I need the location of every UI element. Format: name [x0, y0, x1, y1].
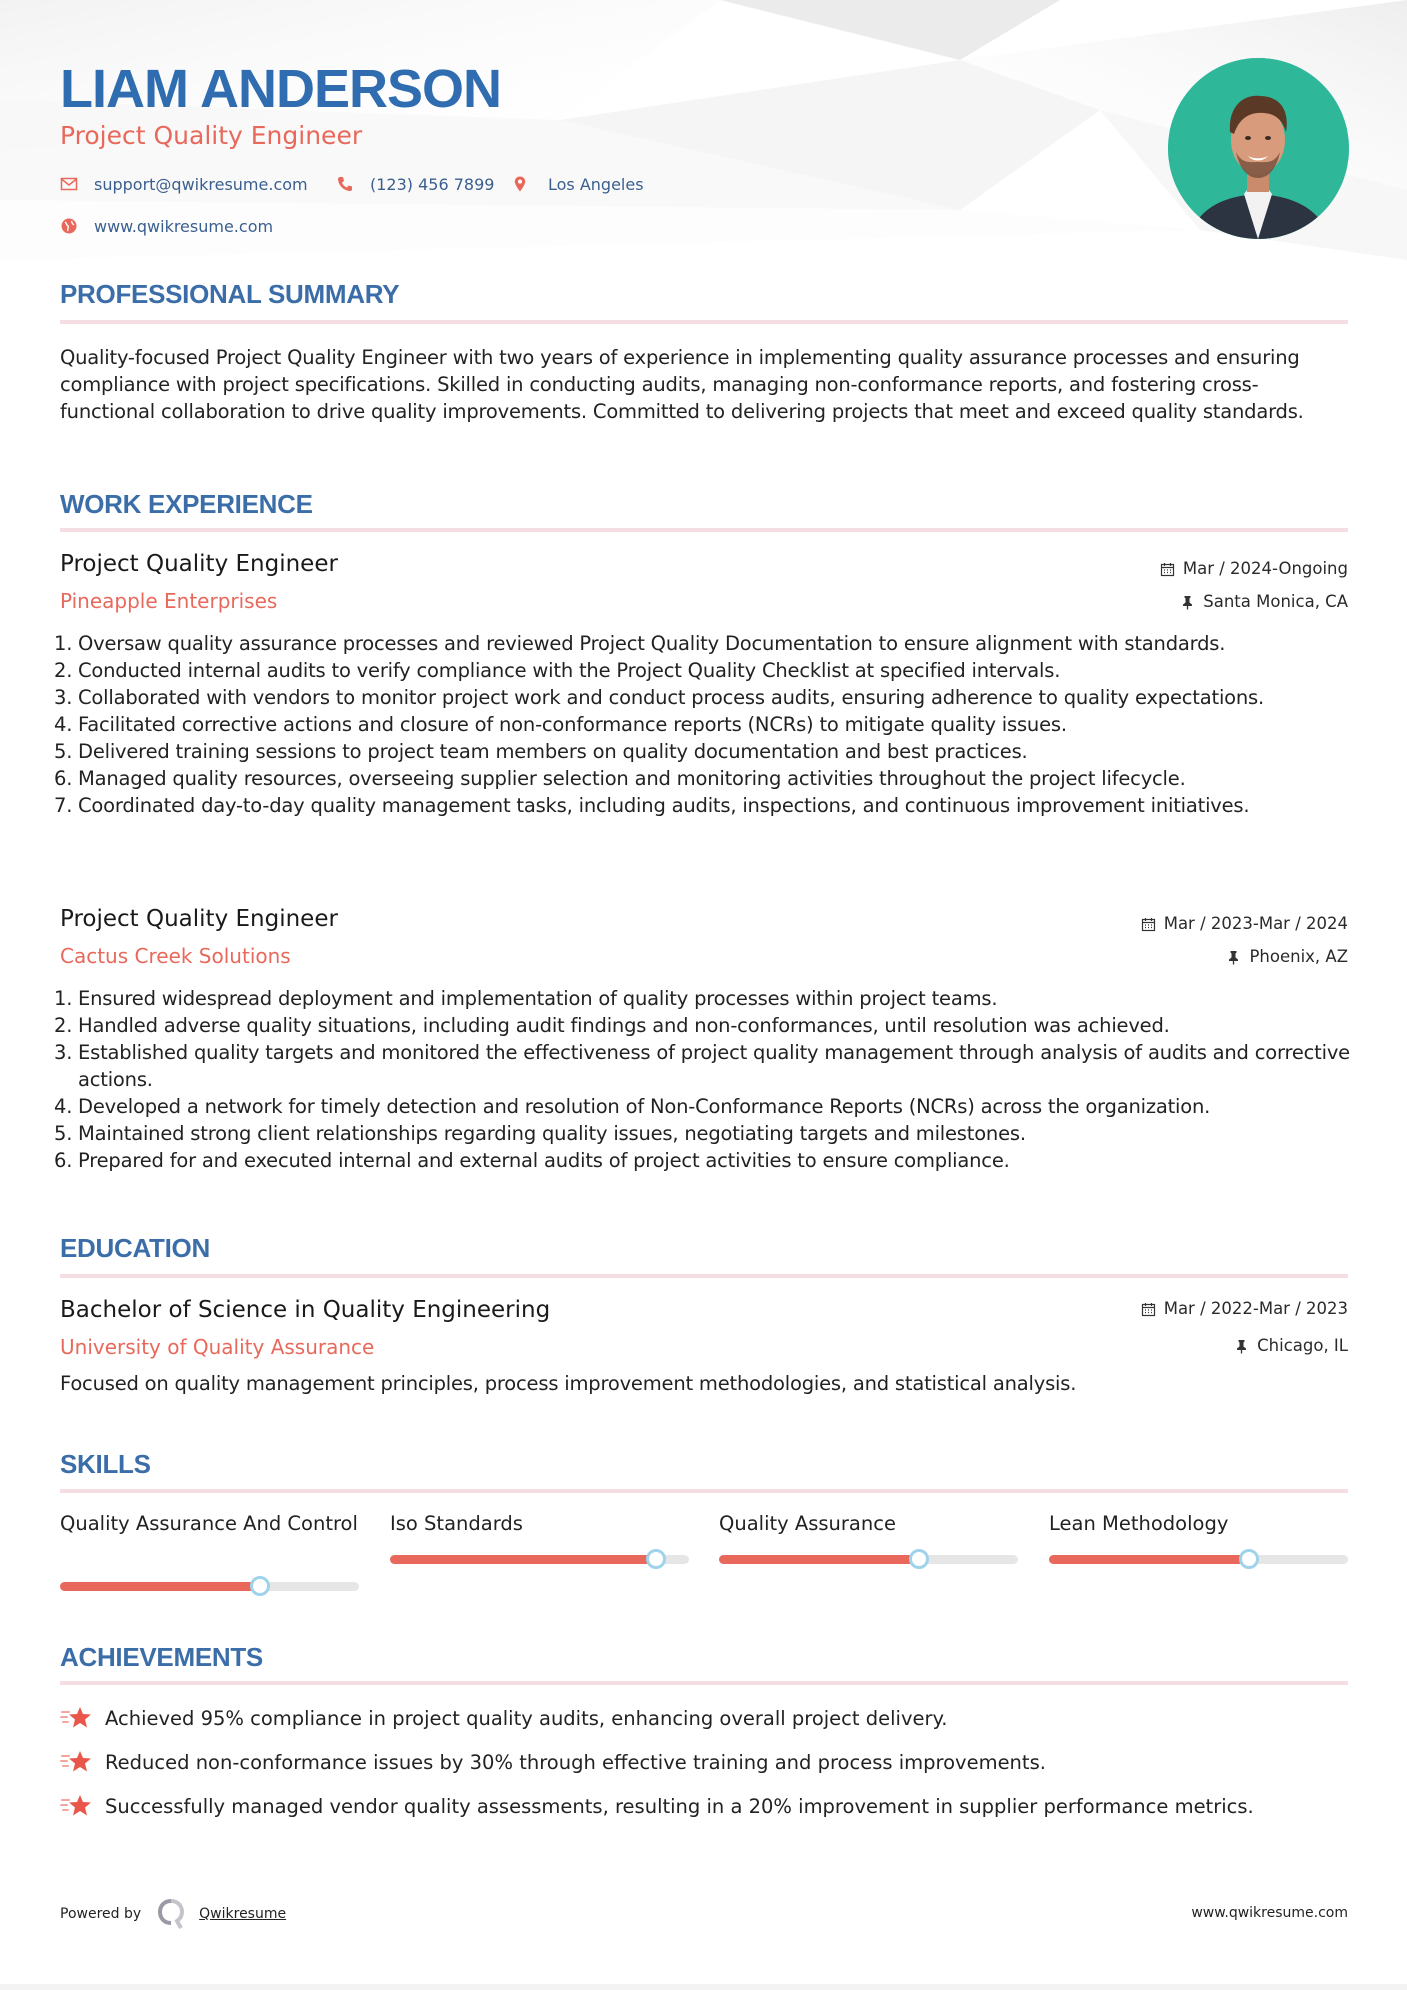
- calendar-icon: [1160, 562, 1175, 577]
- education-location: [1234, 1335, 1348, 1357]
- job-dates-text: Mar / 2024-Ongoing: [1182, 559, 1348, 578]
- qwikresume-link[interactable]: Qwikresume: [199, 1906, 287, 1922]
- list-item: 4. Developed a network for timely detection and resolution of Non-Conformance Reports (NCRs) across the organization.: [54, 1095, 1211, 1118]
- job-company: Cactus Creek Solutions: [60, 944, 291, 968]
- skill-name: Quality Assurance: [719, 1512, 896, 1535]
- star-icon: [60, 1792, 93, 1820]
- skill-bar: [719, 1555, 1018, 1564]
- list-item: 7. Coordinated day-to-day quality management tasks, including audits, inspections, and continuous improvement initiatives.: [54, 794, 1250, 817]
- location-text: Los Angeles: [548, 174, 644, 194]
- school-name: University of Quality Assurance: [60, 1335, 375, 1359]
- footer-powered-by: [60, 1898, 286, 1930]
- section-divider: [60, 1274, 1348, 1278]
- list-item: 2. Conducted internal audits to verify compliance with the Project Quality Checklist at specified intervals.: [54, 659, 1061, 682]
- list-item: 6. Prepared for and executed internal and external audits of project activities to ensure compliance.: [54, 1149, 1010, 1172]
- calendar-icon: [1141, 917, 1156, 932]
- section-title: ACHIEVEMENTS: [60, 1642, 263, 1672]
- job-dates: [1141, 913, 1348, 935]
- pushpin-icon: [1234, 1339, 1249, 1354]
- section-title: WORK EXPERIENCE: [60, 489, 313, 519]
- job-bullets: [54, 630, 1354, 819]
- pushpin-icon: [1180, 595, 1195, 610]
- skill-bar-fill: [719, 1555, 919, 1564]
- achievement-text: Reduced non-conformance issues by 30% through effective training and process improvements.: [105, 1750, 1046, 1774]
- skill-bar-knob: [250, 1576, 270, 1596]
- contact-phone[interactable]: [336, 172, 494, 196]
- achievement-item: [60, 1748, 1046, 1776]
- section-work-experience: [60, 488, 1348, 520]
- phone-icon: [336, 175, 354, 193]
- skill-bar-fill: [1049, 1555, 1249, 1564]
- section-skills: [60, 1448, 1348, 1480]
- education-dates-text: Mar / 2022-Mar / 2023: [1163, 1299, 1348, 1318]
- skill-bar-knob: [646, 1549, 666, 1569]
- list-item: 3. Established quality targets and monitored the effectiveness of project quality management through analysis of audits and corrective actions.: [54, 1041, 1350, 1091]
- skill-bar-knob: [909, 1549, 929, 1569]
- skill-name: Iso Standards: [390, 1512, 523, 1535]
- candidate-name: LIAM ANDERSON: [60, 59, 501, 119]
- job-company: Pineapple Enterprises: [60, 589, 278, 613]
- skill-name: Lean Methodology: [1049, 1512, 1229, 1535]
- envelope-icon: [60, 175, 78, 193]
- phone-text[interactable]: (123) 456 7899: [370, 174, 495, 194]
- skill-bar: [1049, 1555, 1348, 1564]
- education-description: Focused on quality management principles, process improvement methodologies, and statistical analysis.: [60, 1372, 1077, 1395]
- list-item: 1. Ensured widespread deployment and implementation of quality processes within project teams.: [54, 987, 998, 1010]
- skill-item: [1049, 1510, 1348, 1537]
- skill-bar-knob: [1239, 1549, 1259, 1569]
- job-bullets: [54, 985, 1354, 1174]
- website-text[interactable]: www.qwikresume.com: [94, 216, 274, 236]
- section-education: [60, 1232, 1348, 1264]
- achievement-item: [60, 1792, 1254, 1820]
- section-divider: [60, 528, 1348, 532]
- section-title: PROFESSIONAL SUMMARY: [60, 279, 400, 309]
- list-item: 2. Handled adverse quality situations, including audit findings and non-conformances, until resolution was achieved.: [54, 1014, 1170, 1037]
- star-icon: [60, 1704, 93, 1732]
- education-dates: [1141, 1298, 1348, 1320]
- email-text[interactable]: support@qwikresume.com: [94, 174, 308, 194]
- section-title: EDUCATION: [60, 1233, 210, 1263]
- contact-website[interactable]: [60, 214, 273, 238]
- job-title: Project Quality Engineer: [60, 906, 338, 932]
- profile-photo: [1168, 58, 1349, 239]
- globe-icon: [60, 217, 78, 235]
- candidate-title: Project Quality Engineer: [60, 121, 363, 150]
- skill-bar: [390, 1555, 689, 1564]
- degree-title: Bachelor of Science in Quality Engineering: [60, 1297, 551, 1323]
- section-divider: [60, 1681, 1348, 1685]
- section-achievements: [60, 1641, 1348, 1673]
- skill-bar: [60, 1582, 359, 1591]
- contact-email[interactable]: [60, 172, 308, 196]
- skill-item: [390, 1510, 689, 1537]
- pushpin-icon: [1226, 950, 1241, 965]
- skill-item: [60, 1510, 359, 1537]
- achievement-item: [60, 1704, 947, 1732]
- summary-text: Quality-focused Project Quality Engineer with two years of experience in implementing quality assurance processes and ensuring compliance with project specifications. Skilled in conducting audits, managing non-conformance reports, and fostering cross-functional collaboration to drive quality improvements. Committed to delivering projects that meet and exceed quality standards.: [60, 346, 1304, 423]
- achievement-text: Successfully managed vendor quality assessments, resulting in a 20% improvement in supplier performance metrics.: [105, 1794, 1254, 1818]
- powered-by-label: Powered by: [60, 1906, 142, 1922]
- list-item: 5. Maintained strong client relationships regarding quality issues, negotiating targets and milestones.: [54, 1122, 1026, 1145]
- section-title: SKILLS: [60, 1449, 151, 1479]
- footer-website[interactable]: www.qwikresume.com: [1191, 1905, 1348, 1921]
- job-dates: [1160, 558, 1348, 580]
- achievement-text: Achieved 95% compliance in project quality audits, enhancing overall project delivery.: [105, 1706, 948, 1730]
- calendar-icon: [1141, 1302, 1156, 1317]
- job-location: [1180, 591, 1348, 613]
- section-professional-summary: [60, 278, 1348, 310]
- list-item: 3. Collaborated with vendors to monitor project work and conduct process audits, ensuring adherence to quality expectations.: [54, 686, 1265, 709]
- contact-location: [511, 172, 644, 196]
- skill-bar-fill: [60, 1582, 260, 1591]
- list-item: 4. Facilitated corrective actions and closure of non-conformance reports (NCRs) to mitigate quality issues.: [54, 713, 1067, 736]
- list-item: 6. Managed quality resources, overseeing supplier selection and monitoring activities throughout the project lifecycle.: [54, 767, 1186, 790]
- list-item: 5. Delivered training sessions to project team members on quality documentation and best practices.: [54, 740, 1028, 763]
- skill-bar-fill: [390, 1555, 656, 1564]
- skill-name: Quality Assurance And Control: [60, 1512, 358, 1535]
- skill-item: [719, 1510, 1018, 1537]
- map-pin-icon: [511, 175, 529, 193]
- job-dates-text: Mar / 2023-Mar / 2024: [1163, 914, 1348, 933]
- qwikresume-logo-icon: [157, 1898, 185, 1930]
- star-icon: [60, 1748, 93, 1776]
- job-title: Project Quality Engineer: [60, 551, 338, 577]
- job-location: [1226, 946, 1348, 968]
- section-divider: [60, 320, 1348, 324]
- education-location-text: Chicago, IL: [1257, 1336, 1348, 1355]
- section-divider: [60, 1489, 1348, 1493]
- job-location-text: Santa Monica, CA: [1203, 592, 1348, 611]
- job-location-text: Phoenix, AZ: [1249, 947, 1348, 966]
- list-item: 1. Oversaw quality assurance processes and reviewed Project Quality Documentation to ensure alignment with standards.: [54, 632, 1226, 655]
- page-bottom-edge: [0, 1984, 1407, 1990]
